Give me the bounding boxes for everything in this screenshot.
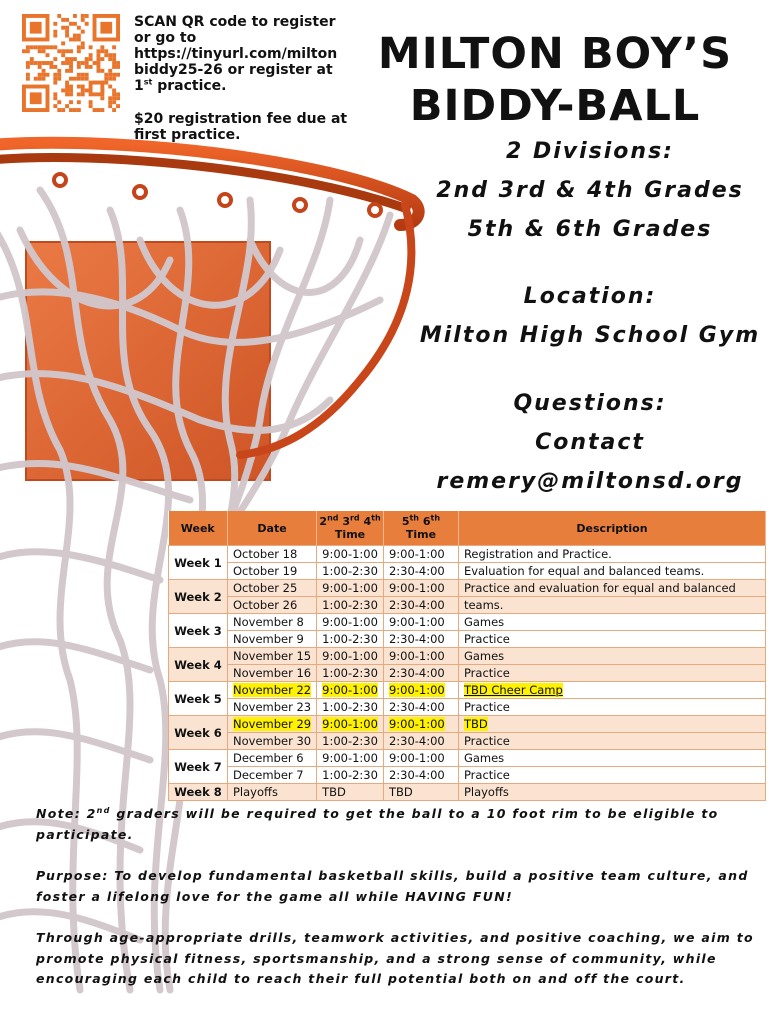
time-cell: 1:00-2:30	[317, 665, 384, 682]
time-cell: 9:00-1:00	[383, 614, 458, 631]
date-cell: October 18	[228, 546, 317, 563]
table-row	[169, 767, 766, 784]
week-cell: Week 8	[169, 784, 228, 801]
time-cell: 2:30-4:00	[383, 665, 458, 682]
date-cell: November 22	[228, 682, 317, 699]
time-cell: 9:00-1:00	[383, 648, 458, 665]
description-cell: Practice	[458, 733, 765, 750]
table-row	[169, 682, 766, 699]
description-cell: Practice	[458, 767, 765, 784]
time-cell: 1:00-2:30	[317, 767, 384, 784]
location-heading: Location:	[523, 284, 657, 309]
table-row	[169, 699, 766, 716]
time-cell: 2:30-4:00	[383, 631, 458, 648]
date-cell: October 26	[228, 597, 317, 614]
table-row	[169, 784, 766, 801]
registration-fee: $20 registration fee due at first practice.	[134, 111, 348, 143]
contact-email[interactable]: remery@miltonsd.org	[436, 469, 744, 494]
date-cell: November 23	[228, 699, 317, 716]
time-cell: 9:00-1:00	[317, 614, 384, 631]
table-row	[169, 665, 766, 682]
time-cell: 2:30-4:00	[383, 733, 458, 750]
time-cell: 9:00-1:00	[317, 546, 384, 563]
division-item: 2nd 3rd & 4th Grades	[436, 178, 744, 203]
description-cell: Playoffs	[458, 784, 765, 801]
time-cell: 1:00-2:30	[317, 733, 384, 750]
questions-heading: Questions:	[513, 391, 667, 416]
page-title	[355, 28, 755, 132]
week-cell: Week 3	[169, 614, 228, 648]
purpose-statement: Purpose: To develop fundamental basketball skills, build a positive team culture, and foster a lifelong love for the game all while HAVING FUN!	[36, 868, 749, 904]
description-cell: Practice and evaluation for equal and balanced	[458, 580, 765, 597]
week-cell: Week 1	[169, 546, 228, 580]
date-cell: October 25	[228, 580, 317, 597]
location-value: Milton High School Gym	[419, 323, 761, 348]
header-week: Week	[169, 511, 228, 546]
time-cell: 9:00-1:00	[383, 682, 458, 699]
table-row	[169, 546, 766, 563]
title-line-2: BIDDY-BALL	[409, 81, 701, 131]
table-row	[169, 716, 766, 733]
table-row	[169, 631, 766, 648]
time-cell: 1:00-2:30	[317, 563, 384, 580]
registration-info	[134, 14, 352, 160]
description-cell: Practice	[458, 699, 765, 716]
week-cell: Week 4	[169, 648, 228, 682]
header-grades-2-4-time: 2nd 3rd 4th Time	[317, 511, 384, 546]
table-row	[169, 597, 766, 614]
week-cell: Week 6	[169, 716, 228, 750]
contact-label: Contact	[535, 430, 645, 455]
divisions	[410, 132, 770, 249]
time-cell: 9:00-1:00	[317, 716, 384, 733]
time-cell: 2:30-4:00	[383, 563, 458, 580]
table-row	[169, 648, 766, 665]
description-cell: Evaluation for equal and balanced teams.	[458, 563, 765, 580]
date-cell: December 7	[228, 767, 317, 784]
time-cell: 2:30-4:00	[383, 699, 458, 716]
time-cell: TBD	[317, 784, 384, 801]
divisions-heading: 2 Divisions:	[506, 139, 674, 164]
date-cell: October 19	[228, 563, 317, 580]
time-cell: 9:00-1:00	[317, 580, 384, 597]
table-row	[169, 563, 766, 580]
description-cell: Practice	[458, 665, 765, 682]
date-cell: November 15	[228, 648, 317, 665]
description-cell: Games	[458, 614, 765, 631]
time-cell: 9:00-1:00	[383, 580, 458, 597]
time-cell: 9:00-1:00	[317, 648, 384, 665]
time-cell: 1:00-2:30	[317, 699, 384, 716]
date-cell: November 29	[228, 716, 317, 733]
date-cell: November 16	[228, 665, 317, 682]
time-cell: 9:00-1:00	[383, 716, 458, 733]
week-cell: Week 2	[169, 580, 228, 614]
time-cell: 2:30-4:00	[383, 597, 458, 614]
table-row	[169, 750, 766, 767]
location	[410, 277, 770, 355]
date-cell: December 6	[228, 750, 317, 767]
description-cell: Registration and Practice.	[458, 546, 765, 563]
date-cell: November 9	[228, 631, 317, 648]
time-cell: 9:00-1:00	[383, 750, 458, 767]
description-cell: TBD Cheer Camp	[458, 682, 765, 699]
eligibility-note: Note: 2nd graders will be required to get the ball to a 10 foot rim to be eligible to participate.	[36, 805, 719, 842]
schedule-table	[168, 511, 766, 801]
header-grades-5-6-time: 5th 6th Time	[383, 511, 458, 546]
description-cell: TBD	[458, 716, 765, 733]
header-date: Date	[228, 511, 317, 546]
description-cell: Games	[458, 648, 765, 665]
date-cell: November 8	[228, 614, 317, 631]
qr-code[interactable]	[22, 14, 120, 112]
description-cell: teams.	[458, 597, 765, 614]
table-row	[169, 733, 766, 750]
time-cell: 1:00-2:30	[317, 597, 384, 614]
time-cell: TBD	[383, 784, 458, 801]
time-cell: 1:00-2:30	[317, 631, 384, 648]
notes	[36, 804, 756, 1011]
schedule-header-row	[169, 511, 766, 546]
description-cell: Practice	[458, 631, 765, 648]
title-line-1: MILTON BOY’S	[377, 29, 733, 79]
time-cell: 9:00-1:00	[383, 546, 458, 563]
week-cell: Week 5	[169, 682, 228, 716]
header-description: Description	[458, 511, 765, 546]
time-cell: 9:00-1:00	[317, 682, 384, 699]
division-item: 5th & 6th Grades	[467, 217, 713, 242]
time-cell: 2:30-4:00	[383, 767, 458, 784]
registration-instructions: SCAN QR code to register or go to https://tinyurl.com/milton biddy25-26 or register at 1st practice.	[134, 14, 338, 94]
questions	[410, 384, 770, 501]
description-cell: Games	[458, 750, 765, 767]
date-cell: Playoffs	[228, 784, 317, 801]
table-row	[169, 580, 766, 597]
time-cell: 9:00-1:00	[317, 750, 384, 767]
table-row	[169, 614, 766, 631]
week-cell: Week 7	[169, 750, 228, 784]
date-cell: November 30	[228, 733, 317, 750]
program-description: Through age-appropriate drills, teamwork activities, and positive coaching, we aim to promote physical fitness, sportsmanship, and a strong sense of community, while encouraging each child to reach their full potential both on and off the court.	[36, 930, 754, 986]
